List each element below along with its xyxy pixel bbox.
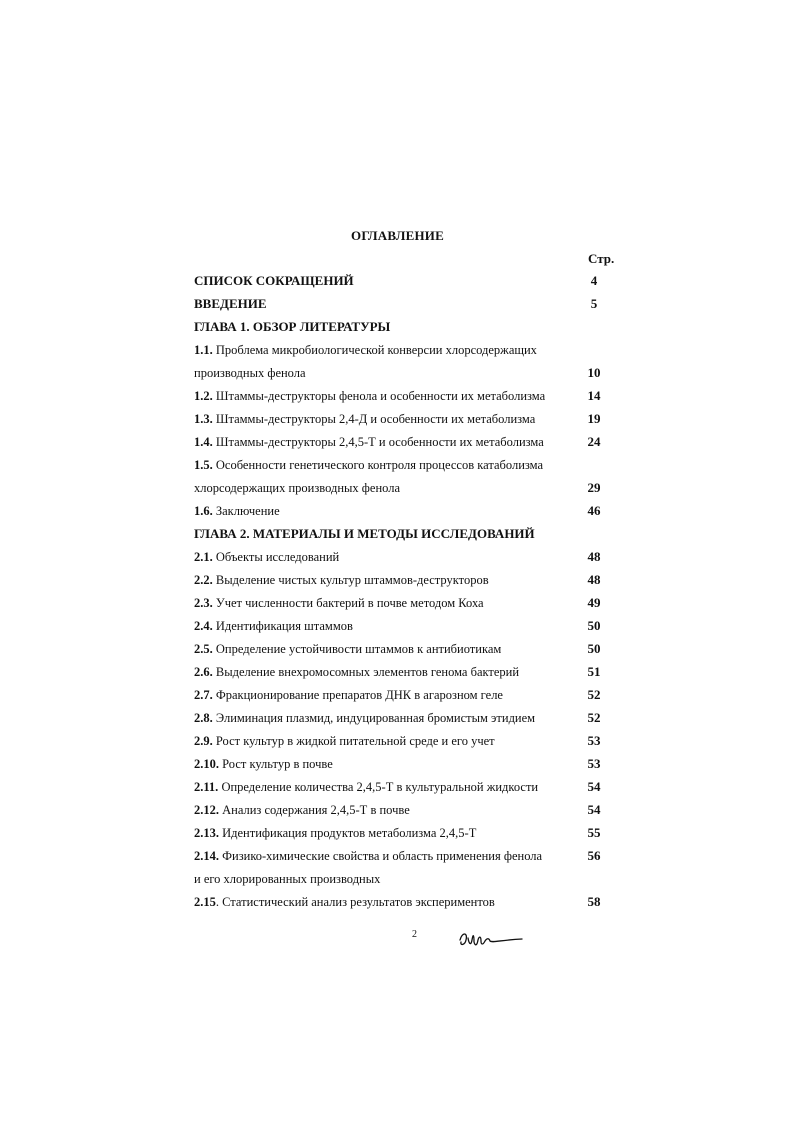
toc-entry-label: Анализ содержания 2,4,5-Т в почве — [219, 803, 410, 817]
toc-entry-number: 2.2. — [194, 573, 213, 587]
toc-entry — [194, 755, 614, 778]
toc-entry — [194, 341, 614, 364]
toc-entry-label: Рост культур в жидкой питательной среде и его учет — [212, 734, 495, 748]
toc-entry-page: 52 — [587, 687, 601, 702]
toc-entry-page: 53 — [587, 756, 601, 771]
toc-entry — [194, 364, 614, 387]
toc-entry-text — [194, 755, 333, 773]
toc-entry-page: 14 — [587, 388, 601, 403]
toc-entry-page: 49 — [587, 595, 601, 610]
toc-entry-text — [194, 709, 535, 727]
toc-entry-text — [194, 640, 501, 658]
toc-entry — [194, 571, 614, 594]
toc-entry — [194, 433, 614, 456]
toc-entry-page: 55 — [587, 825, 601, 840]
toc-entry-page: 58 — [587, 894, 601, 909]
toc-entry-number: 2.9. — [194, 734, 213, 748]
toc-entry-label: ГЛАВА 2. МАТЕРИАЛЫ И МЕТОДЫ ИССЛЕДОВАНИЙ — [194, 526, 535, 541]
toc-entry-label: Идентификация штаммов — [212, 619, 353, 633]
toc-entry-number: 1.3. — [194, 412, 213, 426]
toc-entry-page: 54 — [587, 802, 601, 817]
toc-entry-text — [194, 295, 267, 313]
toc-entry-number: 1.1. — [194, 343, 213, 357]
page-title: ОГЛАВЛЕНИЕ — [351, 228, 444, 243]
toc-entry-text — [194, 847, 542, 865]
toc-entry-page: 24 — [587, 434, 601, 449]
toc-entry-page: 19 — [587, 411, 601, 426]
toc-entry — [194, 387, 614, 410]
toc-entry-number: 2.5. — [194, 642, 213, 656]
toc-entry-page: 5 — [590, 296, 598, 311]
toc-entry — [194, 295, 614, 318]
toc-entry-page: 46 — [587, 503, 601, 518]
toc-entry-label: ГЛАВА 1. ОБЗОР ЛИТЕРАТУРЫ — [194, 319, 391, 334]
toc-entry-text — [194, 364, 306, 382]
toc-entry — [194, 686, 614, 709]
toc-entry-text — [194, 387, 545, 405]
toc-entry — [194, 847, 614, 870]
toc-entry-number: 1.5. — [194, 458, 213, 472]
toc-entry-text — [194, 594, 484, 612]
toc-entry — [194, 525, 614, 548]
toc-entry-text — [194, 778, 538, 796]
toc-entry-label: Фракционирование препаратов ДНК в агарозном геле — [212, 688, 503, 702]
toc-entry-page: 29 — [587, 480, 601, 495]
toc-entry-number: 2.15 — [194, 895, 216, 909]
toc-entry-label: Определение количества 2,4,5-Т в культуральной жидкости — [218, 780, 539, 794]
toc-entry-text — [194, 824, 476, 842]
toc-entry-number: 2.12. — [194, 803, 219, 817]
toc-entry-number: 2.7. — [194, 688, 213, 702]
toc-entry-number: 2.1. — [194, 550, 213, 564]
page-number: 2 — [412, 929, 417, 940]
toc-entry-number: 2.14. — [194, 849, 219, 863]
toc-entry-number: 2.13. — [194, 826, 219, 840]
toc-entry-text — [194, 686, 503, 704]
toc-entry-number: 2.6. — [194, 665, 213, 679]
toc-entry — [194, 272, 614, 295]
toc-entry-text — [194, 341, 537, 359]
toc-entry-text — [194, 502, 280, 520]
toc-entry — [194, 870, 614, 893]
toc-entry-label: Штаммы-деструкторы 2,4,5-Т и особенности их метаболизма — [212, 435, 544, 449]
toc-entry — [194, 548, 614, 571]
toc-entry-label: Выделение чистых культур штаммов-деструкторов — [212, 573, 489, 587]
toc-entry-number: 2.11. — [194, 780, 219, 794]
toc-entry-label: Проблема микробиологической конверсии хлорсодержащих — [212, 343, 537, 357]
toc-entry-number: 1.6. — [194, 504, 213, 518]
signature-icon — [456, 926, 526, 952]
toc-entry-text — [194, 456, 543, 474]
toc-entry-page: 4 — [590, 273, 598, 288]
toc-entry-text — [194, 663, 519, 681]
toc-entry-text — [194, 893, 495, 911]
toc-entry-number: 2.8. — [194, 711, 213, 725]
toc-entry — [194, 502, 614, 525]
toc-entry-label: Особенности генетического контроля процессов катаболизма — [212, 458, 544, 472]
toc-entry-text — [194, 525, 535, 543]
toc-entry-text — [194, 870, 380, 888]
toc-entry-text — [194, 272, 354, 290]
toc-entry-label: СПИСОК СОКРАЩЕНИЙ — [194, 273, 354, 288]
toc-entry — [194, 410, 614, 433]
toc-entry — [194, 594, 614, 617]
toc-entry — [194, 479, 614, 502]
toc-entry — [194, 709, 614, 732]
toc-entry-label: Определение устойчивости штаммов к антибиотикам — [212, 642, 502, 656]
toc-entry-number: 2.10. — [194, 757, 219, 771]
toc-entry-label: ВВЕДЕНИЕ — [194, 296, 267, 311]
toc-entry-label: и его хлорированных производных — [194, 872, 381, 886]
toc-entry-label: Заключение — [212, 504, 280, 518]
toc-entry-text — [194, 801, 410, 819]
toc-entry-text — [194, 318, 390, 336]
toc-entry-page: 53 — [587, 733, 601, 748]
toc-entry-label: Выделение внехромосомных элементов генома бактерий — [212, 665, 520, 679]
toc-entry — [194, 318, 614, 341]
toc-entry-label: . Статистический анализ результатов экспериментов — [215, 895, 495, 909]
toc-entry — [194, 456, 614, 479]
toc-entry — [194, 801, 614, 824]
toc-entry-label: Штаммы-деструкторы 2,4-Д и особенности их метаболизма — [212, 412, 536, 426]
toc-entry-page: 56 — [587, 848, 601, 863]
toc-entry — [194, 893, 614, 916]
toc-entry-number: 1.2. — [194, 389, 213, 403]
toc-entry-page: 54 — [587, 779, 601, 794]
toc-entry-text — [194, 571, 489, 589]
toc-entry-text — [194, 410, 535, 428]
toc-entry — [194, 640, 614, 663]
toc-entry — [194, 778, 614, 801]
page-column-header: Стр. — [588, 251, 615, 266]
toc-entry-label: хлорсодержащих производных фенола — [194, 481, 401, 495]
toc-entry — [194, 663, 614, 686]
toc-entry-text — [194, 548, 339, 566]
toc-entry — [194, 617, 614, 640]
toc-entry-label: Элиминация плазмид, индуцированная бромистым этидием — [212, 711, 536, 725]
toc-entry-page: 48 — [587, 572, 601, 587]
toc-entry-text — [194, 479, 400, 497]
toc-entry-label: Штаммы-деструкторы фенола и особенности их метаболизма — [212, 389, 546, 403]
toc-entry — [194, 824, 614, 847]
toc-entry-text — [194, 617, 353, 635]
toc-entry-page: 50 — [587, 618, 601, 633]
toc-entry-page: 50 — [587, 641, 601, 656]
toc-entry-label: Идентификация продуктов метаболизма 2,4,5-Т — [219, 826, 477, 840]
toc-entry-text — [194, 433, 544, 451]
table-of-contents — [194, 272, 614, 916]
toc-entry-page: 48 — [587, 549, 601, 564]
toc-entry-number: 2.3. — [194, 596, 213, 610]
toc-entry-number: 2.4. — [194, 619, 213, 633]
toc-entry-number: 1.4. — [194, 435, 213, 449]
toc-entry — [194, 732, 614, 755]
toc-entry-label: Физико-химические свойства и область применения фенола — [219, 849, 543, 863]
toc-entry-label: производных фенола — [194, 366, 306, 380]
toc-entry-text — [194, 732, 495, 750]
toc-entry-label: Объекты исследований — [212, 550, 340, 564]
toc-entry-page: 52 — [587, 710, 601, 725]
toc-entry-label: Рост культур в почве — [219, 757, 333, 771]
toc-entry-page: 10 — [587, 365, 601, 380]
toc-entry-page: 51 — [587, 664, 601, 679]
toc-entry-label: Учет численности бактерий в почве методом Коха — [212, 596, 484, 610]
